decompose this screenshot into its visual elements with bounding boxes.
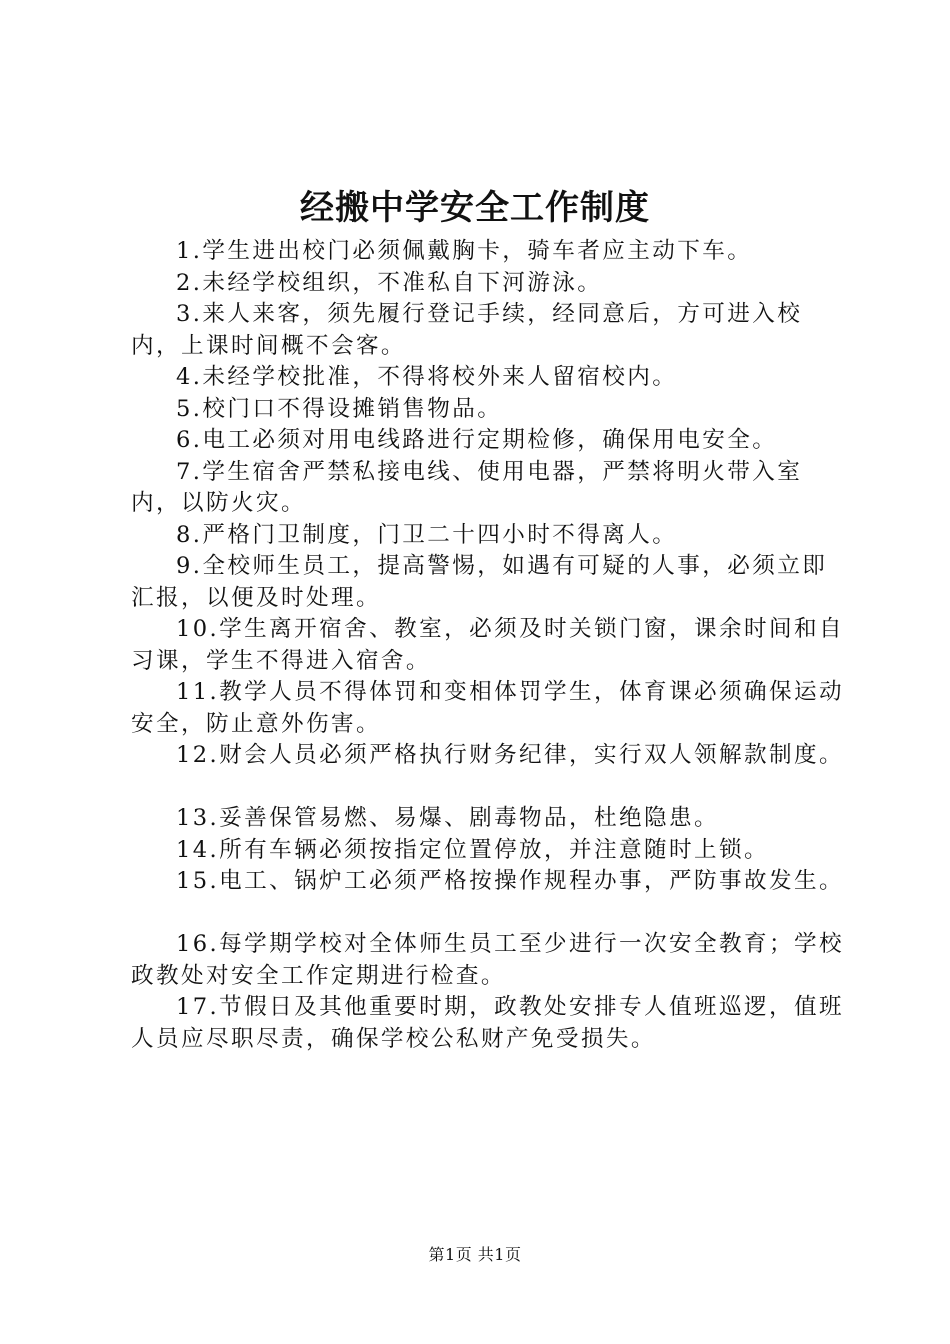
rule-item-5: 5.校门口不得设摊销售物品。 — [176, 395, 503, 422]
rule-item-16: 16.每学期学校对全体师生员工至少进行一次安全教育；学校政教处对安全工作定期进行检查。 — [131, 931, 844, 989]
rule-item-9: 9.全校师生员工，提高警惕，如遇有可疑的人事，必须立即汇报，以便及时处理。 — [131, 553, 828, 611]
rule-item-15: 15.电工、锅炉工必须严格按操作规程办事，严防事故发生。 — [176, 868, 844, 894]
rule-item-7: 7.学生宿舍严禁私接电线、使用电器，严禁将明火带入室内，以防火灾。 — [131, 458, 803, 516]
rule-item-10: 10.学生离开宿舍、教室，必须及时关锁门窗，课余时间和自习课，学生不得进入宿舍。 — [131, 616, 844, 674]
rule-item-3: 3.来人来客，须先履行登记手续，经同意后，方可进入校内，上课时间概不会客。 — [131, 301, 803, 359]
rule-item-13: 13.妥善保管易燃、易爆、剧毒物品，杜绝隐患。 — [176, 805, 720, 831]
document-title: 经搬中学安全工作制度 — [300, 188, 650, 228]
rule-item-14: 14.所有车辆必须按指定位置停放，并注意随时上锁。 — [176, 836, 769, 863]
rule-item-11: 11.教学人员不得体罚和变相体罚学生，体育课必须确保运动安全，防止意外伤害。 — [131, 679, 844, 737]
document-body — [131, 236, 851, 1055]
rule-item-4: 4.未经学校批准，不得将校外来人留宿校内。 — [176, 364, 678, 390]
paragraph-gap — [131, 772, 851, 804]
paragraph-gap — [131, 898, 851, 930]
rule-item-17: 17.节假日及其他重要时期，政教处安排专人值班巡逻，值班人员应尽职尽责，确保学校公私财产免受损失。 — [131, 994, 844, 1052]
rule-item-12: 12.财会人员必须严格执行财务纪律，实行双人领解款制度。 — [176, 742, 844, 768]
rule-item-2: 2.未经学校组织，不准私自下河游泳。 — [176, 269, 603, 296]
rule-item-1: 1.学生进出校门必须佩戴胸卡，骑车者应主动下车。 — [176, 238, 753, 264]
page-footer: 第1页 共1页 — [428, 1245, 522, 1264]
rule-item-8: 8.严格门卫制度，门卫二十四小时不得离人。 — [176, 521, 678, 548]
rule-item-6: 6.电工必须对用电线路进行定期检修，确保用电安全。 — [176, 427, 778, 453]
